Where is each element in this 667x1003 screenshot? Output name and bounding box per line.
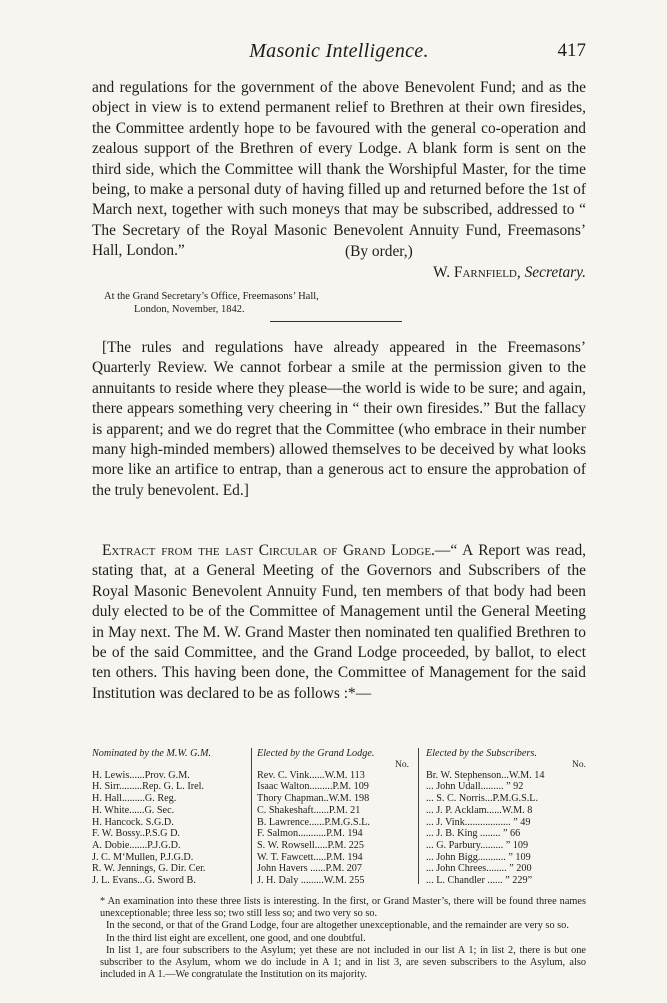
- list-subscribers: [426, 748, 586, 887]
- list-entry: H. Hancock. S.G.D.: [92, 816, 174, 828]
- footnote-paragraph: In the second, or that of the Grand Lodge, four are altogether unexceptionable, and the remainder are very so so.: [106, 920, 569, 932]
- column-divider: [418, 748, 419, 884]
- list-entry: J. L. Evans...G. Sword B.: [92, 875, 196, 887]
- paragraph-text: [The rules and regulations have already appeared in the Freemasons’ Quarterly Review. We cannot forbear a smile at the permission given to the annuitants to reside where they please—the world is wide to be sure; and again, there appears something very cheering in “ their own firesides.” But the fallacy is apparent; and we do regret that the Committee (who embrace in their number many high-minded members) allowed themselves to be deceived by what looks more like an artifice to entrap, than a generous act to ensure the approbation of the truly benevolent. Ed.]: [92, 339, 586, 499]
- secretary-name: W. Farnfield,: [433, 264, 521, 281]
- extract-lead: Extract from the last Circular of Grand Lodge.: [102, 542, 435, 559]
- by-order: (By order,): [345, 243, 413, 260]
- list-entry: ... J. B. King ........ ” 66: [426, 828, 521, 840]
- list-entry: W. T. Fawcett.....P.M. 194: [257, 851, 363, 863]
- running-title: Masonic Intelligence.: [249, 40, 429, 62]
- footnote-paragraph: In the third list eight are excellent, one good, and one doubtful.: [106, 932, 366, 944]
- secretary-signature: [92, 263, 586, 283]
- list-entry: R. W. Jennings, G. Dir. Cer.: [92, 863, 206, 875]
- list-entry: J. C. M‘Mullen, P.J.G.D.: [92, 851, 194, 863]
- list-entry: J. H. Daly .........W.M. 255: [257, 875, 365, 887]
- list-entry: ... J. Vink.................. ” 49: [426, 816, 531, 828]
- list-entry: C. Shakeshaft......P.M. 21: [257, 804, 361, 816]
- committee-lists: [92, 748, 586, 887]
- list-entry: ... G. Parbury......... ” 109: [426, 839, 529, 851]
- list-entry: ... L. Chandler ...... ” 229”: [426, 875, 533, 887]
- list-heading: Nominated by the M.W. G.M.: [92, 748, 212, 759]
- list-entry: A. Dobie.......P.J.G.D.: [92, 839, 181, 851]
- list-entry: H. Sirr.........Rep. G. L. Irel.: [92, 781, 205, 793]
- circular-extract: [92, 541, 586, 704]
- list-entry: Isaac Walton.........P.M. 109: [257, 781, 369, 793]
- paragraph-announcement: [92, 78, 586, 262]
- list-entry: John Havers ......P.M. 207: [257, 863, 362, 875]
- list-entry: S. W. Rowsell.....P.M. 225: [257, 839, 364, 851]
- number-label: No.: [572, 759, 586, 770]
- list-entry: H. Lewis......Prov. G.M.: [92, 769, 190, 781]
- list-entry: Br. W. Stephenson...W.M. 14: [426, 769, 545, 781]
- footnote: [100, 896, 586, 981]
- list-entry: Rev. C. Vink......W.M. 113: [257, 769, 365, 781]
- editorial-comment: [92, 338, 586, 501]
- section-divider: [270, 321, 402, 322]
- list-entry: ... J. P. Acklam......W.M. 8: [426, 804, 533, 816]
- list-entry: H. White......G. Sec.: [92, 804, 175, 816]
- footnote-paragraph: In list 1, are four subscribers to the Asylum; yet these are not included in our list A 1; in list 2, there is but one subscriber to the Asylum, whom we do include in A 1; and in list 3, are seven subscribers to the Asylum, also included in A 1.—We congratulate the Institution on its majority.: [100, 944, 586, 981]
- address-line-2: London, November, 1842.: [134, 304, 245, 315]
- list-entry: Thory Chapman..W.M. 198: [257, 793, 370, 805]
- secretary-title: Secretary.: [524, 264, 586, 281]
- list-entry: B. Lawrence......P.M.G.S.L.: [257, 816, 370, 828]
- list-entry: F. Salmon...........P.M. 194: [257, 828, 363, 840]
- list-entry: ... John Chrees........ ” 200: [426, 863, 532, 875]
- number-label: No.: [395, 759, 409, 770]
- list-entry: H. Hall.........G. Reg.: [92, 793, 177, 805]
- page-number: 417: [557, 40, 586, 61]
- list-entry: F. W. Bossy..P.S.G D.: [92, 828, 180, 840]
- list-entry: ... S. C. Norris...P.M.G.S.L.: [426, 793, 539, 805]
- list-grand-master: [92, 748, 242, 887]
- list-heading: Elected by the Subscribers.: [426, 748, 537, 759]
- column-divider: [251, 748, 252, 884]
- paragraph-text: and regulations for the government of the above Benevolent Fund; and as the object in view is to extend permanent relief to Brethren at their own firesides, the Committee ardently hope to be favoured with the general co-operation and zealous support of the Brethren of every Lodge. A blank form is sent on the third side, which the Committee will thank the Worshipful Master, for the time being, to make a personal duty of having filled up and returned before the 1st of March next, together with such moneys that may be subscribed, addressed to “ The Secretary of the Royal Masonic Benevolent Annuity Fund, Freemasons’ Hall, London.”: [92, 79, 586, 260]
- extract-text: —“ A Report was read, stating that, at a General Meeting of the Governors and Subscribers of the Royal Masonic Benevolent Annuity Fund, ten members of that body had been duly elected to be of the Committee of Management until the General Meeting in May next. The M. W. Grand Master then nominated ten qualified Brethren to be of the said Committee, and the Grand Lodge proceeded, by ballot, to elect ten others. This having been done, the Committee of Management for the said Institution was declared to be as follows :*—: [92, 542, 587, 702]
- address-line-1: At the Grand Secretary’s Office, Freemasons’ Hall,: [104, 291, 319, 302]
- list-entry: ... John Bigg........... ” 109: [426, 851, 531, 863]
- footnote-paragraph: * An examination into these three lists is interesting. In the first, or Grand Master’s, there will be found three names unexceptionable; three less so; two still less so; and two very so so.: [100, 896, 586, 920]
- list-grand-lodge: [257, 748, 409, 887]
- list-entry: ... John Udall......... ” 92: [426, 781, 524, 793]
- running-header: [92, 40, 586, 68]
- list-heading: Elected by the Grand Lodge.: [257, 748, 375, 759]
